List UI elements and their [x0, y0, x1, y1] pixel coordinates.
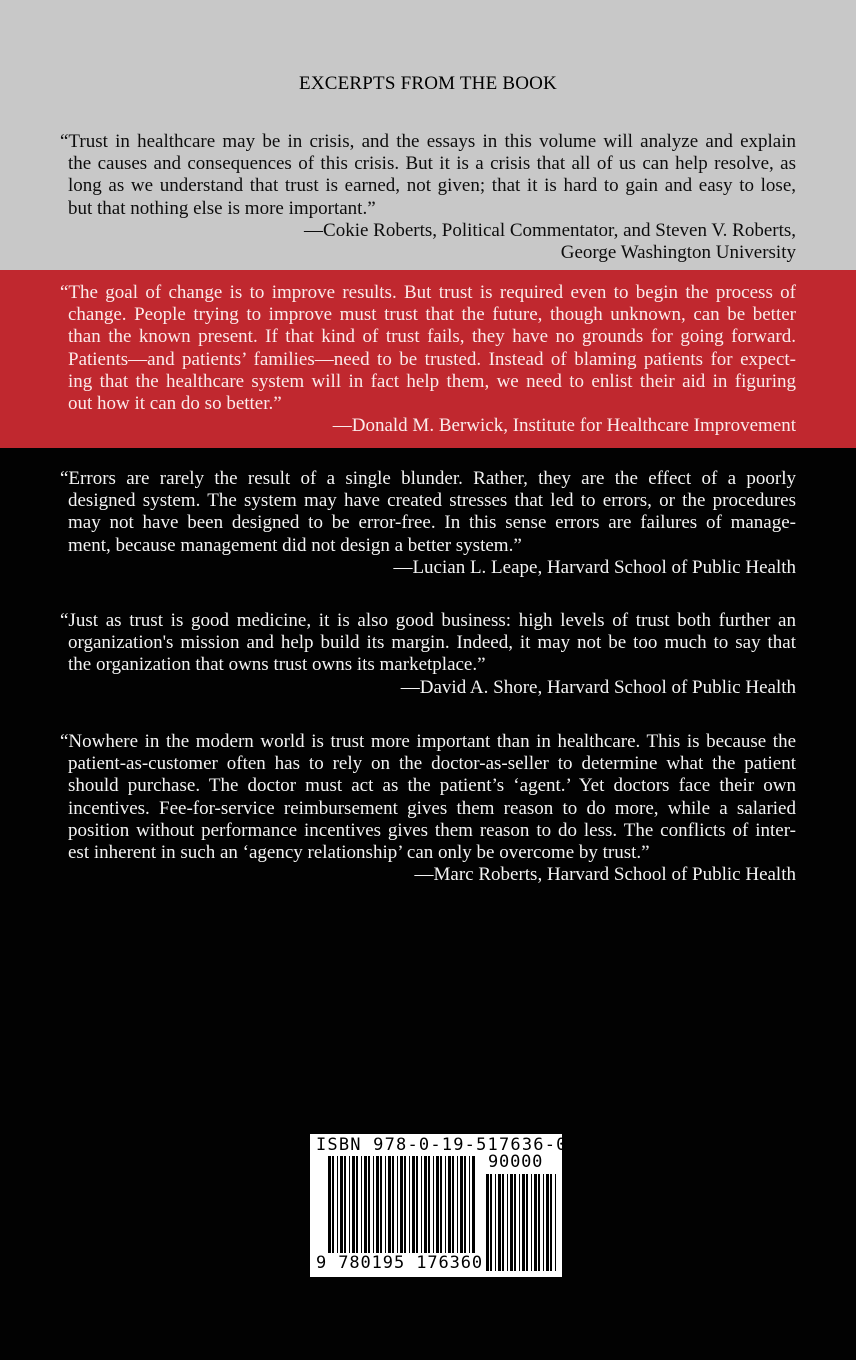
quote-line: patient-as-customer often has to rely on the doctor-as-seller to determine what the patient: [68, 753, 796, 775]
quote-line: may not have been designed to be error-free. In this sense errors are failures of manage-: [68, 512, 796, 534]
barcode-bar: [361, 1156, 362, 1254]
barcode-bar: [448, 1156, 451, 1254]
quote-block-leape: [60, 468, 796, 579]
barcode-bar: [555, 1174, 556, 1271]
barcode-bar: [328, 1156, 331, 1268]
barcode-bar: [486, 1174, 489, 1271]
quote-attribution: —Lucian L. Leape, Harvard School of Public Health: [393, 556, 796, 578]
barcode-bar: [445, 1156, 446, 1254]
barcode-bar: [416, 1156, 418, 1254]
ean-digits: 9 780195 176360: [316, 1253, 484, 1273]
quote-line: est inherent in such an ‘agency relationship’ can only be overcome by trust.”: [68, 842, 650, 864]
quote-line: long as we understand that trust is earned, not given; that it is hard to gain and easy to lose,: [68, 175, 796, 197]
quote-line: change. People trying to improve must trust that the future, though unknown, can be better: [68, 304, 796, 326]
quote-line: “Trust in healthcare may be in crisis, and the essays in this volume will analyze and explain: [60, 131, 796, 152]
quote-block-marc-roberts: [60, 731, 796, 886]
quote-line: incentives. Fee-for-service reimbursement gives them reason to do more, while a salaried: [68, 797, 796, 819]
quote-attribution: —Cokie Roberts, Political Commentator, and Steven V. Roberts,: [304, 219, 796, 241]
barcode-bar: [424, 1156, 427, 1254]
barcode-bar: [409, 1156, 410, 1254]
barcode-bar: [469, 1156, 470, 1268]
barcode-bar: [337, 1156, 338, 1254]
barcode-bar: [404, 1156, 406, 1254]
barcode-bar: [464, 1156, 466, 1254]
barcode-bar: [344, 1156, 346, 1254]
quote-line: the causes and consequences of this crisis. But it is a crisis that all of us can help resolve, as: [68, 153, 796, 175]
barcode-bar: [502, 1174, 504, 1271]
quote-line: organization's mission and help build its margin. Indeed, it may not be too much to say that: [68, 632, 796, 654]
addon-bars: [486, 1174, 556, 1271]
quote-line: Patients—and patients’ families—need to be trusted. Instead of blaming patients for expect-: [68, 348, 796, 370]
barcode-bar: [421, 1156, 422, 1254]
barcode-bar: [534, 1174, 537, 1271]
barcode-bar: [352, 1156, 355, 1254]
barcode-bar: [376, 1156, 379, 1254]
barcode-bar: [440, 1156, 442, 1254]
barcode-bar: [433, 1156, 434, 1254]
barcode-bar: [460, 1156, 463, 1254]
barcode-bar: [397, 1156, 398, 1254]
barcode-bar: [507, 1174, 508, 1271]
barcode-bar: [495, 1174, 496, 1271]
barcode-bar: [388, 1156, 391, 1254]
isbn-label: ISBN 978-0-19-517636-0: [316, 1135, 568, 1155]
price-addon-digits: 90000: [488, 1152, 544, 1172]
barcode-bar: [510, 1174, 513, 1271]
quote-attribution: —Donald M. Berwick, Institute for Healthcare Improvement: [332, 415, 796, 437]
quote-attribution: George Washington University: [560, 242, 796, 264]
quote-line: “Errors are rarely the result of a single blunder. Rather, they are the effect of a poorly: [60, 468, 796, 489]
quote-line: “The goal of change is to improve results. But trust is required even to begin the process of: [60, 282, 796, 303]
barcode-bar: [368, 1156, 370, 1254]
quote-block-shore: [60, 610, 796, 699]
barcode-bar: [522, 1174, 525, 1271]
quote-block-roberts: [60, 131, 796, 264]
barcode-bar: [349, 1156, 350, 1254]
barcode-bar: [526, 1174, 528, 1271]
quote-line: should purchase. The doctor must act as the patient’s ‘agent.’ Yet doctors face their own: [68, 775, 796, 797]
quote-line: ment, because management did not design a better system.”: [68, 534, 522, 556]
barcode-bar: [538, 1174, 540, 1271]
barcode-bar: [546, 1174, 549, 1271]
barcode-bar: [472, 1156, 475, 1268]
barcode-bar: [452, 1156, 454, 1254]
quote-line: out how it can do so better.”: [68, 393, 282, 415]
barcode-bar: [332, 1156, 334, 1268]
barcode-bar: [514, 1174, 516, 1271]
barcode-bar: [519, 1174, 520, 1271]
barcode-bar: [498, 1174, 501, 1271]
barcode-bar: [392, 1156, 394, 1254]
barcode-bar: [436, 1156, 439, 1254]
barcode-bar: [364, 1156, 367, 1254]
quote-line: the organization that owns trust owns its marketplace.”: [68, 654, 486, 676]
barcode-bar: [490, 1174, 492, 1271]
quote-attribution: —David A. Shore, Harvard School of Public Health: [400, 676, 796, 698]
barcode-bar: [531, 1174, 532, 1271]
barcode-bar: [340, 1156, 343, 1254]
quote-line: “Nowhere in the modern world is trust more important than in healthcare. This is because the: [60, 731, 796, 752]
barcode-bar: [400, 1156, 403, 1254]
quote-line: position without performance incentives gives them reason to do less. The conflicts of inter-: [68, 819, 796, 841]
barcode-bar: [543, 1174, 544, 1271]
barcode-bar: [385, 1156, 386, 1254]
section-heading: EXCERPTS FROM THE BOOK: [299, 73, 557, 94]
isbn-barcode: [310, 1134, 568, 1277]
barcode-bar: [380, 1156, 382, 1254]
barcode-bar: [550, 1174, 552, 1271]
barcode-bar: [428, 1156, 430, 1254]
quote-line: but that nothing else is more important.”: [68, 197, 376, 219]
barcode-bar: [457, 1156, 458, 1254]
ean13-bars: [328, 1156, 475, 1268]
quote-block-berwick: [60, 282, 796, 437]
quote-line: ing that the healthcare system will in fact help them, we need to enlist their aid in figuring: [68, 370, 796, 392]
quote-line: than the known present. If that kind of trust fails, they have no grounds for going forward.: [68, 326, 796, 348]
quote-line: “Just as trust is good medicine, it is also good business: high levels of trust both further an: [60, 610, 796, 631]
quote-attribution: —Marc Roberts, Harvard School of Public Health: [414, 864, 796, 886]
barcode-bar: [356, 1156, 358, 1254]
quote-line: designed system. The system may have created stresses that led to errors, or the procedures: [68, 490, 796, 512]
barcode-bar: [373, 1156, 374, 1254]
barcode-bar: [412, 1156, 415, 1254]
